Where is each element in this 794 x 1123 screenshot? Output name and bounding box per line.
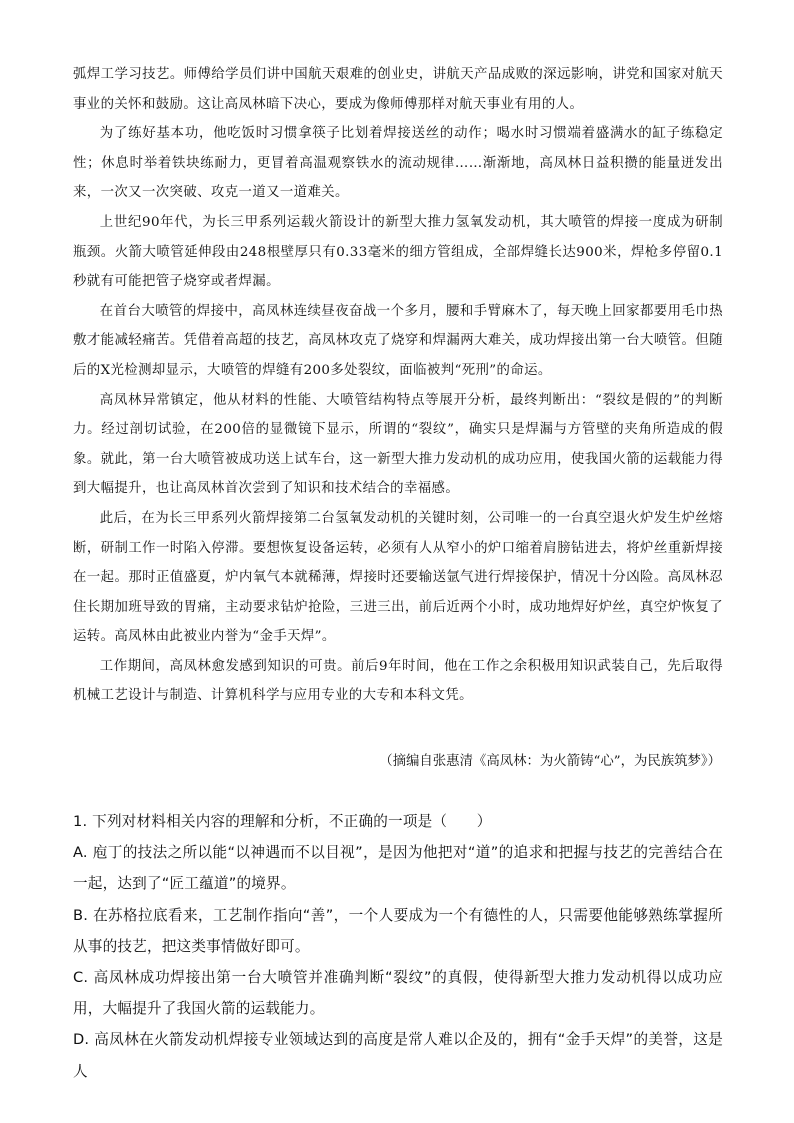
passage-paragraph-3: 上世纪90年代，为长三甲系列运载火箭设计的新型大推力氢氧发动机，其大喷管的焊接一度成为研制瓶颈。火箭大喷管延伸段由248根壁厚只有0.33毫米的细方管组成，全部焊缝长达900米，焊枪多停留0.1秒就有可能把管子烧穿或者焊漏。 [73, 214, 723, 290]
question-block [73, 806, 723, 1087]
passage-paragraph-1: 弧焊工学习技艺。师傅给学员们讲中国航天艰难的创业史，讲航天产品成败的深远影响，讲党和国家对航天事业的关怀和鼓励。这让高凤林暗下决心，要成为像师傅那样对航天事业有用的人。 [73, 67, 723, 112]
question-stem: 1. 下列对材料相关内容的理解和分析，不正确的一项是（ ） [73, 813, 492, 830]
question-option-c: C. 高凤林成功焊接出第一台大喷管并准确判断“裂纹”的真假，使得新型大推力发动机得以成功应用，大幅提升了我国火箭的运载能力。 [73, 969, 723, 1018]
passage-paragraph-4: 在首台大喷管的焊接中，高凤林连续昼夜奋战一个多月，腰和手臂麻木了，每天晚上回家都要用毛巾热敷才能减轻痛苦。凭借着高超的技艺，高凤林攻克了烧穿和焊漏两大难关，成功焊接出第一台大喷管。但随后的X光检测却显示，大喷管的焊缝有200多处裂纹，面临被判“死刑”的命运。 [73, 303, 723, 378]
passage-paragraph-7: 工作期间，高凤林愈发感到知识的可贵。前后9年时间，他在工作之余积极用知识武装自己，先后取得机械工艺设计与制造、计算机科学与应用专业的大专和本科文凭。 [73, 658, 723, 704]
reading-passage [73, 60, 723, 711]
passage-paragraph-2: 为了练好基本功，他吃饭时习惯拿筷子比划着焊接送丝的动作；喝水时习惯端着盛满水的缸子练稳定性；休息时举着铁块练耐力，更冒着高温观察铁水的流动规律……渐渐地，高凤林日益积攒的能量迸发出来，一次又一次突破、攻克一道又一道难关。 [73, 126, 723, 201]
passage-paragraph-6: 此后，在为长三甲系列火箭焊接第二台氢氧发动机的关键时刻，公司唯一的一台真空退火炉发生炉丝熔断，研制工作一时陷入停滞。要想恢复设备运转，必须有人从窄小的炉口缩着肩膀钻进去，将炉丝重新焊接在一起。那时正值盛夏，炉内氧气本就稀薄，焊接时还要输送氩气进行焊接保护，情况十分凶险。高凤林忍住长期加班导致的胃痛，主动要求钻炉抢险，三进三出，前后近两个小时，成功地焊好炉丝，真空炉恢复了运转。高凤林由此被业内誉为“金手天焊”。 [73, 510, 723, 645]
passage-source-citation: （摘编自张惠清《高凤林：为火箭铸“心”，为民族筑梦》） [379, 754, 721, 769]
question-option-d: D. 高凤林在火箭发动机焊接专业领域达到的高度是常人难以企及的，拥有“金手天焊”的美誉，这是人 [73, 1031, 723, 1080]
question-option-b: B. 在苏格拉底看来，工艺制作指向“善”，一个人要成为一个有德性的人，只需要他能够熟练掌握所从事的技艺，把这类事情做好即可。 [73, 906, 723, 955]
passage-paragraph-5: 高凤林异常镇定，他从材料的性能、大喷管结构特点等展开分析，最终判断出：“裂纹是假的”的判断力。经过剖切试验，在200倍的显微镜下显示，所谓的“裂纹”，确实只是焊漏与方管壁的夹角所造成的假象。就此，第一台大喷管被成功送上试车台，这一新型大推力发动机的成功应用，使我国火箭的运载能力得到大幅提升，也让高凤林首次尝到了知识和技术结合的幸福感。 [73, 392, 723, 497]
question-option-a: A. 庖丁的技法之所以能“以神遇而不以目视”，是因为他把对“道”的追求和把握与技艺的完善结合在一起，达到了“匠工蕴道”的境界。 [73, 844, 723, 893]
